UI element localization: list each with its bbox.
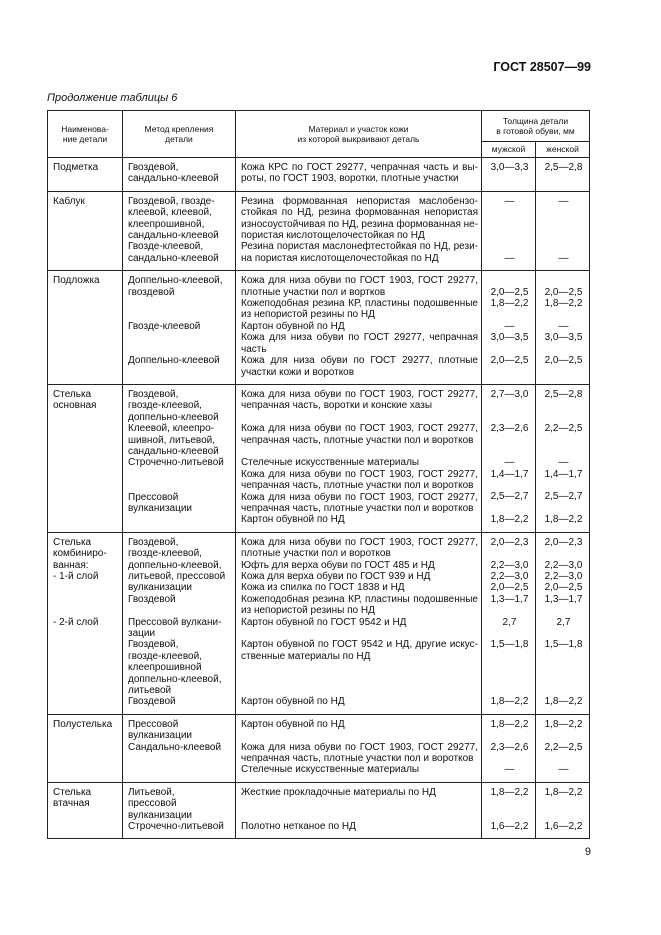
- cell-line: 2,5—2,7: [544, 491, 583, 503]
- female-thickness-cell: [536, 384, 590, 532]
- cell-line: [128, 514, 232, 525]
- cell-line: 2,2—2,5: [544, 423, 583, 435]
- cell-line: [487, 435, 532, 446]
- cell-line: из непористой резины по НД: [241, 309, 375, 321]
- cell-line: [487, 400, 532, 411]
- cell-line: [53, 685, 119, 696]
- cell-line: Прессовой: [128, 491, 179, 503]
- cell-line: [487, 480, 532, 491]
- cell-line: [541, 241, 586, 252]
- cell-line: Гвоздевой, гвозде-: [128, 195, 215, 207]
- cell-line: Кожа для низа обуви по ГОСТ 1903, ГОСТ 29277,: [241, 491, 478, 503]
- header-fastening-method: [123, 111, 236, 158]
- cell-line: [53, 582, 119, 593]
- cell-line: Подметка: [53, 162, 99, 173]
- female-thickness-cell: [536, 782, 590, 839]
- header-line: детали: [165, 134, 193, 144]
- cell-line: 2,0—2,5: [544, 286, 583, 298]
- male-thickness-cell: [482, 191, 536, 270]
- cell-line: [53, 605, 119, 616]
- cell-line: 3,0—3,3: [490, 162, 529, 173]
- cell-line: [241, 674, 478, 685]
- cell-line: 2,0—2,3: [490, 536, 529, 548]
- cell-line: чепрачная часть, плотные участки пол и воротков: [241, 480, 474, 492]
- cell-line: Каблук: [53, 195, 85, 207]
- cell-line: 2,7: [556, 616, 571, 628]
- cell-line: Гвоздевой: [128, 696, 176, 708]
- method-cell: [123, 271, 236, 385]
- header-line: из которой выкраивают деталь: [297, 134, 420, 144]
- cell-line: [487, 628, 532, 639]
- cell-line: Стелька: [53, 536, 92, 548]
- cell-line: [541, 730, 586, 741]
- cell-line: - 1-й слой: [53, 570, 99, 582]
- cell-line: Кожа для низа обуви по ГОСТ 1903, ГОСТ 29277,: [241, 275, 478, 287]
- cell-line: сандально-клеевой: [128, 445, 219, 457]
- part-name-cell: [48, 714, 123, 782]
- cell-line: роты, по ГОСТ 1903, воротки, плотные участки: [241, 173, 459, 185]
- cell-line: [487, 344, 532, 355]
- cell-line: —: [558, 320, 569, 332]
- cell-line: 2,2—2,5: [544, 741, 583, 753]
- cell-line: Гвоздевой,: [128, 162, 179, 173]
- header-male: мужской: [482, 142, 536, 158]
- cell-line: вулканизации: [128, 809, 193, 821]
- cell-line: Стелечные искусственные материалы: [241, 764, 420, 776]
- cell-line: [487, 798, 532, 809]
- cell-line: Кожа для низа обуви по ГОСТ 1903, ГОСТ 29277,: [241, 468, 478, 480]
- cell-line: 2,2—3,0: [490, 570, 529, 582]
- cell-line: [541, 503, 586, 514]
- cell-line: Прессовой: [128, 718, 179, 730]
- cell-line: Полустелька: [53, 718, 113, 730]
- cell-line: ственные материалы по НД: [241, 650, 371, 662]
- cell-line: доппельно-клеевой,: [128, 673, 222, 685]
- cell-line: 2,2—3,0: [490, 559, 529, 571]
- header-female: женской: [536, 142, 590, 158]
- female-thickness-cell: [536, 191, 590, 270]
- cell-line: [541, 753, 586, 764]
- cell-line: 1,3—1,7: [490, 593, 529, 605]
- cell-line: Доппельно-клеевой,: [128, 275, 223, 287]
- cell-line: [487, 230, 532, 241]
- cell-line: —: [558, 457, 569, 469]
- cell-line: [541, 435, 586, 446]
- cell-line: 1,8—2,2: [544, 514, 583, 526]
- cell-line: 3,0—3,5: [490, 332, 529, 344]
- cell-line: [241, 798, 478, 809]
- cell-line: [128, 332, 232, 343]
- table-row: [48, 158, 590, 192]
- cell-line: Подложка: [53, 275, 100, 287]
- cell-line: [541, 366, 586, 377]
- table-row: [48, 384, 590, 532]
- cell-line: —: [558, 252, 569, 264]
- cell-line: 1,8—2,2: [490, 298, 529, 310]
- cell-line: 2,7—3,0: [490, 388, 529, 400]
- cell-line: литьевой, прессовой: [128, 570, 226, 582]
- cell-line: —: [558, 764, 569, 776]
- cell-line: клеевой, клеевой,: [128, 207, 212, 219]
- cell-line: Стелечные искусственные материалы: [241, 457, 420, 469]
- cell-line: Стелька: [53, 786, 92, 798]
- table-row: [48, 532, 590, 714]
- table-row: [48, 191, 590, 270]
- cell-line: литьевой: [128, 685, 172, 697]
- cell-line: 1,8—2,2: [490, 514, 529, 526]
- method-cell: [123, 191, 236, 270]
- cell-line: [53, 674, 119, 685]
- cell-line: —: [504, 195, 515, 207]
- cell-line: [128, 480, 232, 491]
- cell-line: сандально-клеевой: [128, 173, 219, 185]
- cell-line: [128, 344, 232, 355]
- cell-line: [541, 685, 586, 696]
- cell-line: доппельно-клеевой,: [128, 559, 222, 571]
- cell-line: гвозде-клеевой,: [128, 548, 202, 560]
- cell-line: Гвоздевой,: [128, 536, 179, 548]
- cell-line: 2,7: [502, 616, 517, 628]
- cell-line: [128, 309, 232, 320]
- part-name-cell: [48, 532, 123, 714]
- cell-line: сандально-клеевой: [128, 230, 219, 242]
- cell-line: 1,4—1,7: [544, 468, 583, 480]
- cell-line: Кожеподобная резина КР, пластины подошвенные: [241, 298, 478, 310]
- cell-line: пористая кислотощелочестойкая по НД: [241, 230, 425, 242]
- cell-line: 2,2—3,0: [544, 570, 583, 582]
- cell-line: —: [504, 252, 515, 264]
- cell-line: Юфть для верха обуви по ГОСТ 485 и НД: [241, 559, 435, 571]
- cell-line: 1,8—2,2: [544, 718, 583, 730]
- cell-line: из непористой резины по НД: [241, 605, 375, 617]
- cell-line: [241, 810, 478, 821]
- cell-line: Клеевой, клеепро-: [128, 423, 215, 435]
- cell-line: сандально-клеевой: [128, 252, 219, 264]
- cell-line: гвоздевой: [128, 286, 175, 298]
- part-name-cell: [48, 271, 123, 385]
- cell-line: [241, 730, 478, 741]
- cell-line: [541, 605, 586, 616]
- cell-line: [541, 207, 586, 218]
- cell-line: —: [504, 320, 515, 332]
- cell-line: плотные участки пол и вортков: [241, 286, 386, 298]
- cell-line: [487, 662, 532, 673]
- header-part-name: [48, 111, 123, 158]
- cell-line: Кожеподобная резина КР, пластины подошвенные: [241, 593, 478, 605]
- cell-line: 2,0—2,5: [490, 582, 529, 594]
- female-thickness-cell: [536, 271, 590, 385]
- cell-line: втачная: [53, 798, 90, 810]
- cell-line: [241, 685, 478, 696]
- cell-line: чепрачная часть, плотные участки пол и воротков: [241, 753, 474, 765]
- cell-line: Литьевой,: [128, 786, 175, 798]
- cell-line: 1,3—1,7: [544, 593, 583, 605]
- cell-line: 1,6—2,2: [544, 821, 583, 833]
- cell-line: 1,8—2,2: [490, 718, 529, 730]
- cell-line: 2,3—2,6: [490, 423, 529, 435]
- cell-line: [541, 651, 586, 662]
- cell-line: [128, 753, 232, 764]
- header-line: Толщина детали: [502, 115, 569, 126]
- header-thickness: [482, 111, 590, 142]
- table-row: [48, 714, 590, 782]
- cell-line: [487, 219, 532, 230]
- cell-line: [541, 798, 586, 809]
- cell-line: на пористая кислотощелочестойкая по НД: [241, 252, 439, 264]
- material-cell: [236, 158, 482, 192]
- cell-line: [128, 298, 232, 309]
- cell-line: [541, 275, 586, 286]
- cell-line: [541, 219, 586, 230]
- cell-line: 2,2—3,0: [544, 559, 583, 571]
- material-cell: [236, 532, 482, 714]
- cell-line: [487, 446, 532, 457]
- cell-line: [241, 412, 478, 423]
- cell-line: зации: [128, 627, 156, 639]
- cell-line: Гвоздевой: [128, 593, 176, 605]
- cell-line: клеепрошивной,: [128, 218, 205, 230]
- male-thickness-cell: [482, 532, 536, 714]
- cell-line: [487, 366, 532, 377]
- cell-line: 2,0—2,5: [490, 355, 529, 367]
- cell-line: вулканизации: [128, 730, 193, 742]
- cell-line: гвозде-клеевой,: [128, 400, 202, 412]
- cell-line: [541, 230, 586, 241]
- cell-line: плотные участки пол и воротков: [241, 548, 391, 560]
- header-material: [236, 111, 482, 158]
- cell-line: [541, 810, 586, 821]
- method-cell: [123, 714, 236, 782]
- cell-line: [53, 651, 119, 662]
- cell-line: Картон обувной по НД: [241, 514, 345, 526]
- method-cell: [123, 532, 236, 714]
- cell-line: [487, 810, 532, 821]
- cell-line: 2,5—2,8: [544, 388, 583, 400]
- cell-line: [487, 674, 532, 685]
- cell-line: Строчечно-литьевой: [128, 457, 224, 469]
- cell-line: 1,8—2,2: [544, 696, 583, 708]
- cell-line: 2,5—2,8: [544, 162, 583, 173]
- cell-line: износоустойчивая по НД, резина формованная не-: [241, 218, 478, 230]
- cell-line: —: [558, 195, 569, 207]
- cell-line: [53, 594, 119, 605]
- cell-line: Кожа для низа обуви по ГОСТ 1903, ГОСТ 29277,: [241, 741, 478, 753]
- cell-line: стойкая по НД, резина формованная непористая: [241, 207, 478, 219]
- cell-line: Картон обувной по НД: [241, 718, 345, 730]
- cell-line: 2,3—2,6: [490, 741, 529, 753]
- cell-line: 2,0—2,5: [544, 355, 583, 367]
- cell-line: участки кожи и воротков: [241, 366, 355, 378]
- cell-line: чепрачная часть, воротки и конские хазы: [241, 400, 433, 412]
- cell-line: Кожа для верха обуви по ГОСТ 939 и НД: [241, 570, 431, 582]
- cell-line: 3,0—3,5: [544, 332, 583, 344]
- cell-line: 2,0—2,5: [490, 286, 529, 298]
- cell-line: [128, 605, 232, 616]
- table-row: [48, 782, 590, 839]
- cell-line: Кожа для низа обуви по ГОСТ 1903, ГОСТ 29277,: [241, 423, 478, 435]
- material-cell: [236, 271, 482, 385]
- cell-line: Доппельно-клеевой: [128, 355, 220, 367]
- material-cell: [236, 782, 482, 839]
- header-line: Наименова-: [61, 123, 109, 134]
- male-thickness-cell: [482, 384, 536, 532]
- cell-line: [487, 730, 532, 741]
- cell-line: основная: [53, 400, 97, 412]
- cell-line: [241, 662, 478, 673]
- cell-line: 1,6—2,2: [490, 821, 529, 833]
- cell-line: [541, 662, 586, 673]
- cell-line: [487, 503, 532, 514]
- cell-line: Кожа для низа обуви по ГОСТ 29277, плотные: [241, 355, 478, 367]
- cell-line: [487, 548, 532, 559]
- male-thickness-cell: [482, 782, 536, 839]
- cell-line: Картон обувной по НД: [241, 696, 345, 708]
- cell-line: [541, 674, 586, 685]
- cell-line: [541, 344, 586, 355]
- part-name-cell: [48, 384, 123, 532]
- cell-line: Полотно нетканое по НД: [241, 821, 356, 833]
- cell-line: 1,8—2,2: [544, 786, 583, 798]
- female-thickness-cell: [536, 714, 590, 782]
- male-thickness-cell: [482, 714, 536, 782]
- cell-line: Гвозде-клеевой,: [128, 241, 204, 253]
- cell-line: Гвоздевой,: [128, 639, 179, 651]
- table-body: [48, 158, 590, 839]
- cell-line: Картон обувной по ГОСТ 9542 и НД, другие искус-: [241, 639, 478, 651]
- cell-line: Картон обувной по НД: [241, 320, 345, 332]
- cell-line: Кожа для низа обуви по ГОСТ 1903, ГОСТ 29277,: [241, 536, 478, 548]
- cell-line: [487, 412, 532, 423]
- part-name-cell: [48, 158, 123, 192]
- cell-line: [487, 241, 532, 252]
- male-thickness-cell: [482, 271, 536, 385]
- table-row: [48, 271, 590, 385]
- cell-line: 1,8—2,2: [490, 696, 529, 708]
- cell-line: ванная:: [53, 559, 89, 571]
- part-name-cell: [48, 782, 123, 839]
- material-cell: [236, 384, 482, 532]
- cell-line: Жесткие прокладочные материалы по НД: [241, 786, 436, 798]
- cell-line: чепрачная часть, плотные участки пол и воротков: [241, 502, 474, 514]
- female-thickness-cell: [536, 158, 590, 192]
- cell-line: [487, 685, 532, 696]
- cell-line: [53, 628, 119, 639]
- cell-line: доппельно-клеевой: [128, 411, 219, 423]
- cell-line: Кожа из спилка по ГОСТ 1838 и НД: [241, 582, 405, 594]
- method-cell: [123, 782, 236, 839]
- cell-line: вулканизации: [128, 502, 193, 514]
- cell-line: гвозде-клеевой,: [128, 650, 202, 662]
- cell-line: Гвоздевой,: [128, 388, 179, 400]
- cell-line: 1,4—1,7: [490, 468, 529, 480]
- cell-line: [541, 446, 586, 457]
- cell-line: 2,0—2,5: [544, 582, 583, 594]
- cell-line: Картон обувной по ГОСТ 9542 и НД: [241, 616, 407, 628]
- cell-line: [487, 275, 532, 286]
- cell-line: 1,5—1,8: [544, 639, 583, 651]
- method-cell: [123, 158, 236, 192]
- cell-line: Прессовой вулкани-: [128, 616, 222, 628]
- cell-line: комбиниро-: [53, 548, 107, 560]
- cell-line: [241, 446, 478, 457]
- cell-line: [541, 309, 586, 320]
- cell-line: [53, 696, 119, 707]
- cell-line: Строчечно-литьевой: [128, 821, 224, 833]
- method-cell: [123, 384, 236, 532]
- materials-table: [47, 110, 590, 839]
- cell-line: [541, 480, 586, 491]
- cell-line: шивной, литьевой,: [128, 434, 216, 446]
- cell-line: [128, 764, 232, 775]
- header-line: Материал и участок кожи: [308, 123, 409, 134]
- cell-line: 2,0—2,3: [544, 536, 583, 548]
- part-name-cell: [48, 191, 123, 270]
- cell-line: 2,5—2,7: [490, 491, 529, 503]
- cell-line: Резина пористая маслонефтестойкая по НД, рези-: [241, 241, 478, 253]
- cell-line: Кожа КРС по ГОСТ 29277, чепрачная часть и вы-: [241, 162, 478, 173]
- cell-line: 1,8—2,2: [544, 298, 583, 310]
- cell-line: [541, 400, 586, 411]
- cell-line: прессовой: [128, 798, 177, 810]
- cell-line: вулканизации: [128, 582, 193, 594]
- female-thickness-cell: [536, 532, 590, 714]
- cell-line: 1,5—1,8: [490, 639, 529, 651]
- cell-line: [541, 628, 586, 639]
- cell-line: - 2-й слой: [53, 616, 99, 628]
- cell-line: [487, 605, 532, 616]
- page-number: 9: [584, 846, 591, 858]
- header-line: Метод крепления: [144, 123, 214, 134]
- cell-line: —: [504, 764, 515, 776]
- cell-line: Кожа для низа обуви по ГОСТ 1903, ГОСТ 29277,: [241, 388, 478, 400]
- material-cell: [236, 714, 482, 782]
- cell-line: [53, 639, 119, 650]
- table-caption: Продолжение таблицы 6: [47, 92, 178, 104]
- male-thickness-cell: [482, 158, 536, 192]
- cell-line: Гвозде-клеевой: [128, 320, 201, 332]
- cell-line: [487, 207, 532, 218]
- header-line: в готовой обуви, мм: [496, 126, 575, 136]
- cell-line: [541, 548, 586, 559]
- cell-line: [487, 651, 532, 662]
- cell-line: Резина формованная непористая маслобензо-: [241, 195, 478, 207]
- cell-line: [487, 309, 532, 320]
- cell-line: чепрачная часть, плотные участки пол и воротков: [241, 434, 474, 446]
- cell-line: [53, 662, 119, 673]
- cell-line: —: [504, 457, 515, 469]
- cell-line: Кожа для низа обуви по ГОСТ 29277, чепрачная: [241, 332, 478, 344]
- cell-line: Сандально-клеевой: [128, 741, 222, 753]
- cell-line: [128, 366, 232, 377]
- cell-line: [541, 412, 586, 423]
- cell-line: [241, 628, 478, 639]
- cell-line: Стелька: [53, 388, 92, 400]
- cell-line: клеепрошивной: [128, 662, 202, 674]
- cell-line: 1,8—2,2: [490, 786, 529, 798]
- material-cell: [236, 191, 482, 270]
- cell-line: часть: [241, 343, 267, 355]
- cell-line: [128, 469, 232, 480]
- cell-line: [487, 753, 532, 764]
- document-code: ГОСТ 28507—99: [493, 60, 591, 74]
- header-line: ние детали: [62, 134, 108, 144]
